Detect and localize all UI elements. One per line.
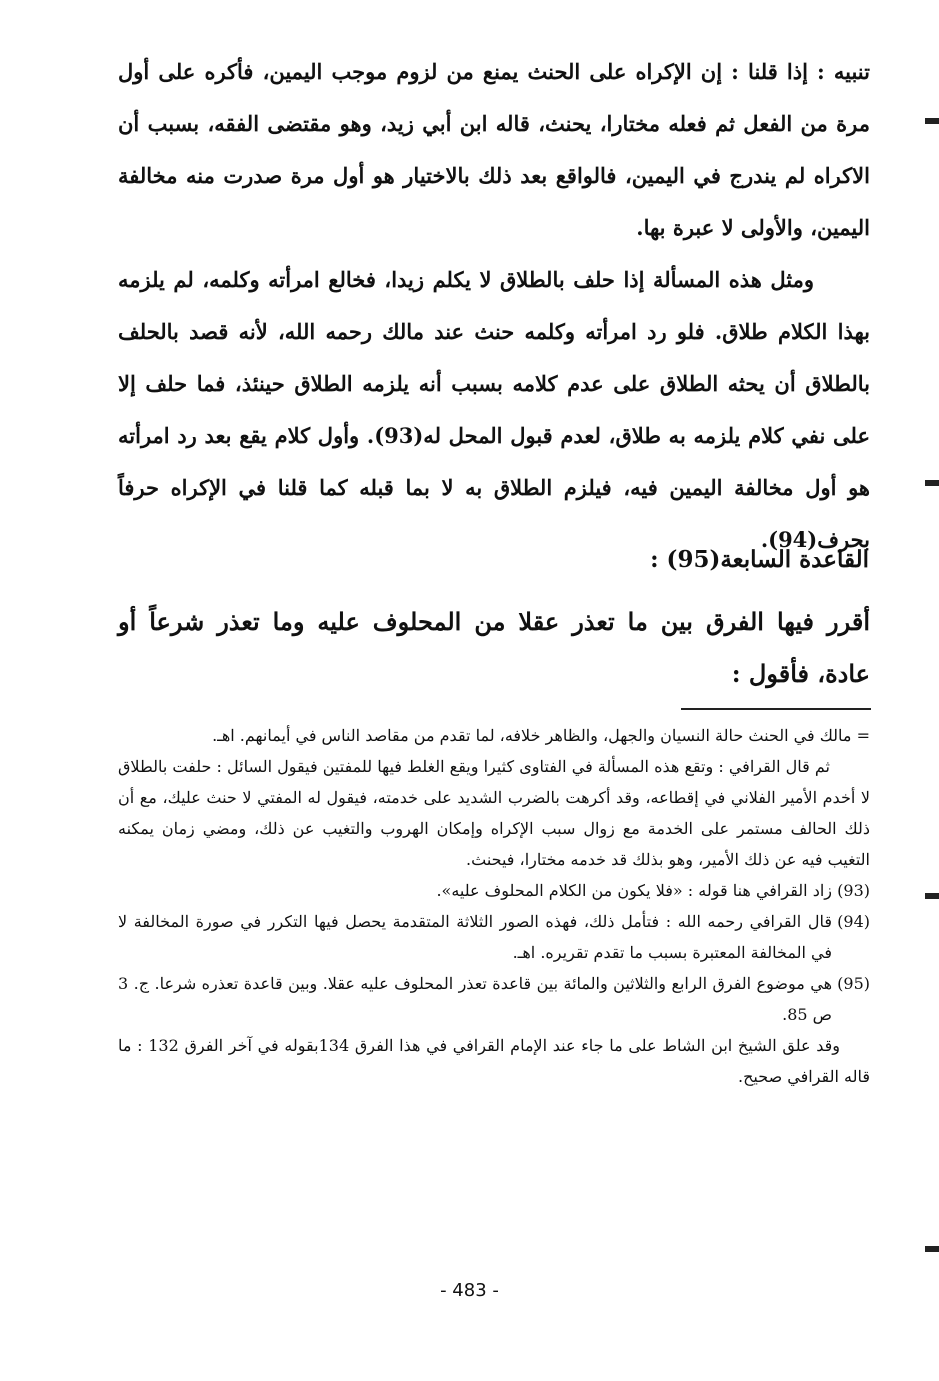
scan-margin-mark <box>925 118 939 124</box>
footnotes <box>118 720 870 1092</box>
scan-margin-mark <box>925 1246 939 1252</box>
footnote-number: (95) <box>837 974 870 993</box>
paragraph-tanbih: تنبيه : إذا قلنا : إن الإكراه على الحنث يمنع من لزوم موجب اليمين، فأكره على أول مرة من الفعل ثم فعله مختارا، يحنث، قاله ابن أبي زيد، وهو مقتضى الفقه، بسبب أن الاكراه لم يندرج في اليمين، فالواقع بعد ذلك بالاختيار هو أول مرة صدرت منه مخالفة اليمين، والأولى لا عبرة بها. <box>118 59 870 240</box>
scan-margin-mark <box>925 480 939 486</box>
footnote-text: هي موضوع الفرق الرابع والثلاثين والمائة بين قاعدة تعذر المحلوف عليه عقلا. وبين قاعدة تعذره شرعا. ج. 3 ص 85. <box>118 974 833 1024</box>
footnote-94 <box>118 906 870 968</box>
footnote-93 <box>118 875 870 906</box>
paragraph-talaq: ومثل هذه المسألة إذا حلف بالطلاق لا يكلم زيدا، فخالع امرأته وكلمه، لم يلزمه بهذا الكلام طلاق. فلو رد امرأته وكلمه حنث عند مالك رحمه الله، لأنه قصد بالحلف بالطلاق أن يحثه الطلاق على عدم كلامه بسبب أنه يلزمه الطلاق حينئذ، فما حلف إلا على نفي كلام يلزمه به طلاق، لعدم قبول المحل له(93). وأول كلام يقع بعد رد امرأته هو أول مخالفة اليمين فيه، فيلزم الطلاق به لا بما قبله كما قلنا في الإكراه حرفاً بحرف(94). <box>118 267 870 552</box>
footnote-95 <box>118 968 870 1030</box>
footnote-number: (93) <box>837 881 870 900</box>
footnote-continuation: = مالك في الحنث حالة النسيان والجهل، والظاهر خلافه، لما تقدم من مقاصد الناس في أيمانهم. اهـ. <box>212 726 870 745</box>
footnote-95-extra: وقد علق الشيخ ابن الشاط على ما جاء عند الإمام القرافي في هذا الفرق 134بقوله في آخر الفرق 132 : ما قاله القرافي صحيح. <box>118 1036 870 1086</box>
footnote-number: (94) <box>837 912 870 931</box>
page-number: - 483 - <box>440 1280 499 1301</box>
main-text <box>118 46 870 566</box>
rule-statement: أقرر فيها الفرق بين ما تعذر عقلا من المحلوف عليه وما تعذر شرعاً أو عادة، فأقول : <box>118 607 870 688</box>
rule-title: القاعدة السابعة(95) : <box>650 546 869 573</box>
footnote-text: زاد القرافي هنا قوله : «فلا يكون من الكلام المحلوف عليه». <box>436 881 832 900</box>
footnote-text: قال القرافي رحمه الله : فتأمل ذلك، فهذه الصور الثلاثة المتقدمة يحصل فيها التكرر في صورة المخالفة لا في المخالفة المعتبرة بسبب ما تقدم تقريره. اهـ. <box>118 912 832 962</box>
footnote-separator <box>681 708 871 710</box>
scan-margin-mark <box>925 893 939 899</box>
footnote-continuation-2: ثم قال القرافي : وتقع هذه المسألة في الفتاوى كثيرا ويقع الغلط فيها للمفتين فيقول السائل : حلفت بالطلاق لا أخدم الأمير الفلاني في إقطاعه، وقد أكرهت بالضرب الشديد على خدمته، فيقول له المفتي لا حنث عليك، مع أن ذلك الحالف مستمر على الخدمة مع زوال سبب الإكراه وإمكان الهروب والتغيب عن ذلك، ومضي زمان يمكنه التغيب فيه عن ذلك الأمير، وهو بذلك قد خدمه مختارا، فيحنث. <box>118 757 870 869</box>
